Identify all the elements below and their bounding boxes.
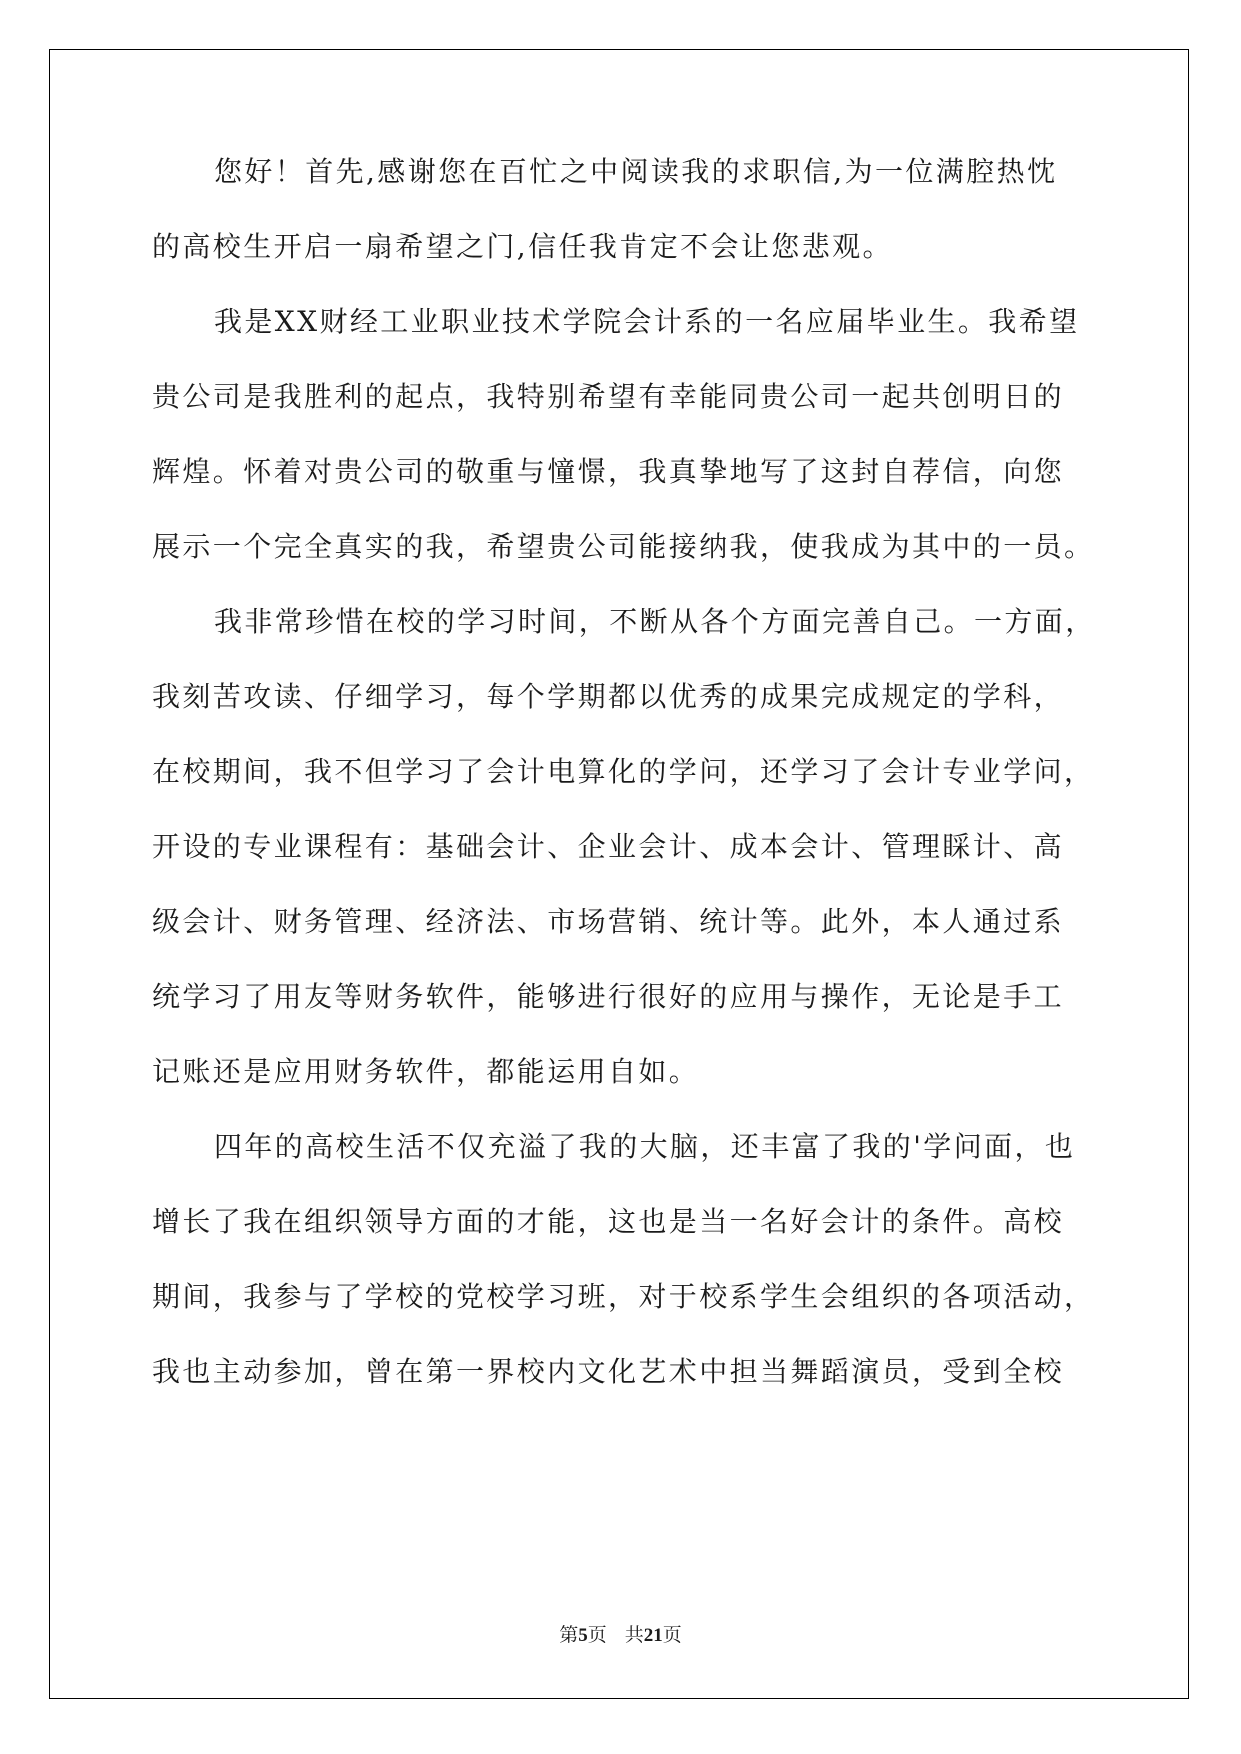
paragraph-3-line-7: 记账还是应用财务软件，都能运用自如。 xyxy=(152,1055,700,1088)
paragraph-2-line-1: 我是XX财经工业职业技术学院会计系的一名应届毕业生。我希望 xyxy=(214,305,1080,338)
total-label-prefix: 共 xyxy=(624,1625,644,1646)
paragraph-3-line-4: 开设的专业课程有：基础会计、企业会计、成本会计、管理睬计、高 xyxy=(152,830,1065,863)
paragraph-3-line-5: 级会计、财务管理、经济法、市场营销、统计等。此外，本人通过系 xyxy=(152,905,1065,938)
paragraph-3-line-3: 在校期间，我不但学习了会计电算化的学问，还学习了会计专业学问， xyxy=(152,755,1095,788)
paragraph-4-line-3: 期间，我参与了学校的党校学习班，对于校系学生会组织的各项活动， xyxy=(152,1280,1095,1313)
page-number: 5 xyxy=(578,1625,588,1646)
paragraph-4-line-1: 四年的高校生活不仅充溢了我的大脑，还丰富了我的'学问面，也 xyxy=(214,1130,1076,1163)
page-border xyxy=(49,49,1189,1699)
paragraph-3-line-6: 统学习了用友等财务软件，能够进行很好的应用与操作，无论是手工 xyxy=(152,980,1065,1013)
paragraph-2-line-3: 辉煌。怀着对贵公司的敬重与憧憬，我真挚地写了这封自荐信，向您 xyxy=(152,455,1065,488)
page-footer xyxy=(0,1620,1241,1647)
paragraph-4-line-4: 我也主动参加，曾在第一界校内文化艺术中担当舞蹈演员，受到全校 xyxy=(152,1355,1065,1388)
total-pages: 21 xyxy=(643,1625,663,1646)
paragraph-3-line-2: 我刻苦攻读、仔细学习，每个学期都以优秀的成果完成规定的学科， xyxy=(152,680,1065,713)
page-label-prefix: 第 xyxy=(559,1625,579,1646)
paragraph-4-line-2: 增长了我在组织领导方面的才能，这也是当一名好会计的条件。高校 xyxy=(152,1205,1065,1238)
paragraph-3-line-1: 我非常珍惜在校的学习时间，不断从各个方面完善自己。一方面， xyxy=(214,605,1096,638)
paragraph-1-line-1: 您好！首先,感谢您在百忙之中阅读我的求职信,为一位满腔热忱 xyxy=(214,155,1058,188)
paragraph-2-line-4: 展示一个完全真实的我，希望贵公司能接纳我，使我成为其中的一员。 xyxy=(152,530,1095,563)
paragraph-1-line-2: 的高校生开启一扇希望之门,信任我肯定不会让您悲观。 xyxy=(152,230,893,263)
total-label-suffix: 页 xyxy=(662,1625,682,1646)
paragraph-2-line-2: 贵公司是我胜利的起点，我特别希望有幸能同贵公司一起共创明日的 xyxy=(152,380,1065,413)
page-label-suffix: 页 xyxy=(587,1625,607,1646)
